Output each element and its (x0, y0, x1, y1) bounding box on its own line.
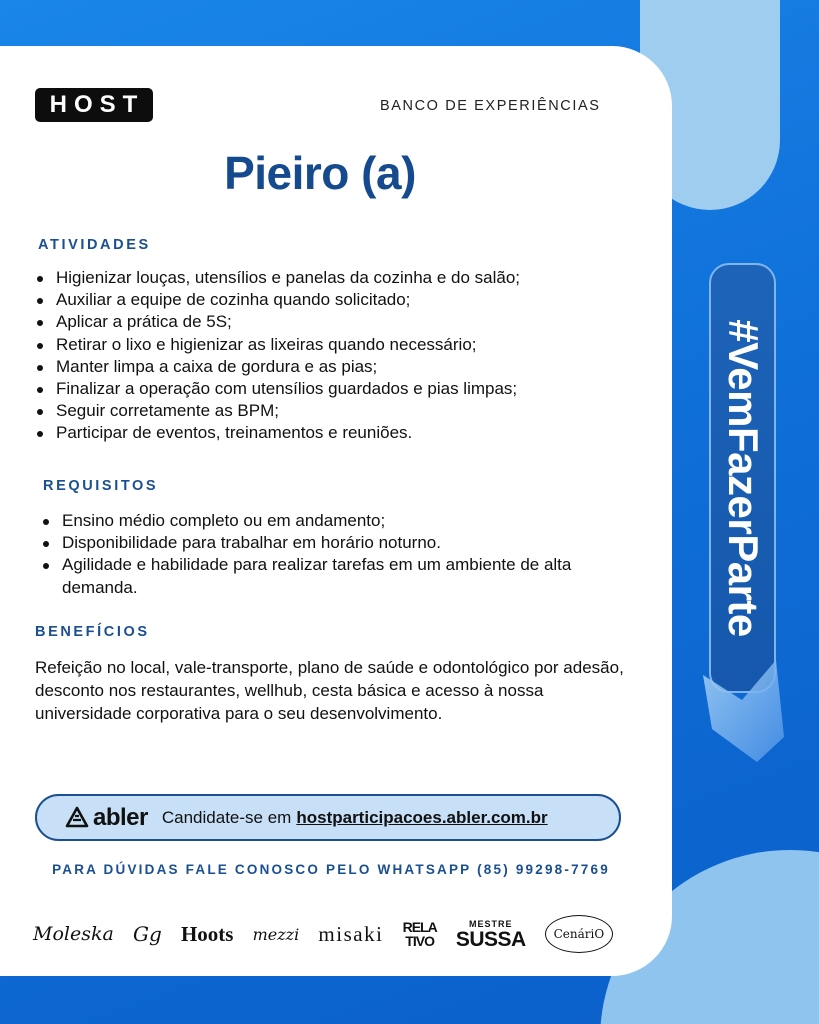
apply-banner[interactable] (35, 794, 621, 841)
list-item: Seguir corretamente as BPM; (30, 400, 630, 422)
apply-prefix: Candidate-se em (161, 807, 292, 827)
list-item: Participar de eventos, treinamentos e reuniões. (30, 422, 630, 444)
gg-logo: Gg (132, 922, 162, 946)
list-item: Retirar o lixo e higienizar as lixeiras quando necessário; (30, 334, 630, 356)
atividades-title: ATIVIDADES (38, 237, 151, 253)
atividades-list (30, 267, 630, 445)
host-logo: HOST (35, 88, 153, 122)
apply-link[interactable]: hostparticipacoes.abler.com.br (296, 807, 548, 827)
hashtag-text: #VemFazerParte (719, 319, 767, 637)
requisitos-title: REQUISITOS (43, 478, 159, 494)
bank-label: BANCO DE EXPERIÊNCIAS (380, 98, 601, 114)
abler-logo-icon (65, 806, 89, 830)
whatsapp-contact: PARA DÚVIDAS FALE CONOSCO PELO WHATSAPP (85) 99298-7769 (52, 862, 610, 877)
arrow-down-icon (700, 655, 785, 765)
mezzi-logo: mezzi (252, 924, 300, 944)
moleska-logo: Moleska (33, 923, 114, 945)
job-title: Pieiro (a) (224, 147, 416, 199)
list-item: Aplicar a prática de 5S; (30, 311, 630, 333)
abler-brand: abler (93, 803, 148, 831)
relativo-logo: RELA TIVO (402, 919, 437, 949)
brand-logos (33, 910, 613, 958)
list-item: Finalizar a operação com utensílios guardados e pias limpas; (30, 378, 630, 400)
list-item: Agilidade e habilidade para realizar tarefas em um ambiente de alta demanda. (36, 554, 626, 598)
misaki-logo: misaki (318, 921, 384, 946)
list-item: Disponibilidade para trabalhar em horário noturno. (36, 532, 626, 554)
list-item: Manter limpa a caixa de gordura e as pias; (30, 356, 630, 378)
mestre-sussa-logo: MESTRE SUSSA (455, 919, 526, 951)
beneficios-title: BENEFÍCIOS (35, 624, 150, 640)
cenario-logo: CenáriO (545, 915, 613, 953)
list-item: Higienizar louças, utensílios e panelas da cozinha e do salão; (30, 267, 630, 289)
hashtag-text-wrap (709, 263, 776, 693)
requisitos-list (36, 510, 626, 599)
list-item: Auxiliar a equipe de cozinha quando solicitado; (30, 289, 630, 311)
list-item: Ensino médio completo ou em andamento; (36, 510, 626, 532)
beneficios-text: Refeição no local, vale-transporte, plano de saúde e odontológico por adesão, desconto nos restaurantes, wellhub, cesta básica e acesso à nossa universidade corporativa para o seu desenvolvimento. (35, 658, 624, 723)
hoots-logo: Hoots (180, 921, 234, 946)
